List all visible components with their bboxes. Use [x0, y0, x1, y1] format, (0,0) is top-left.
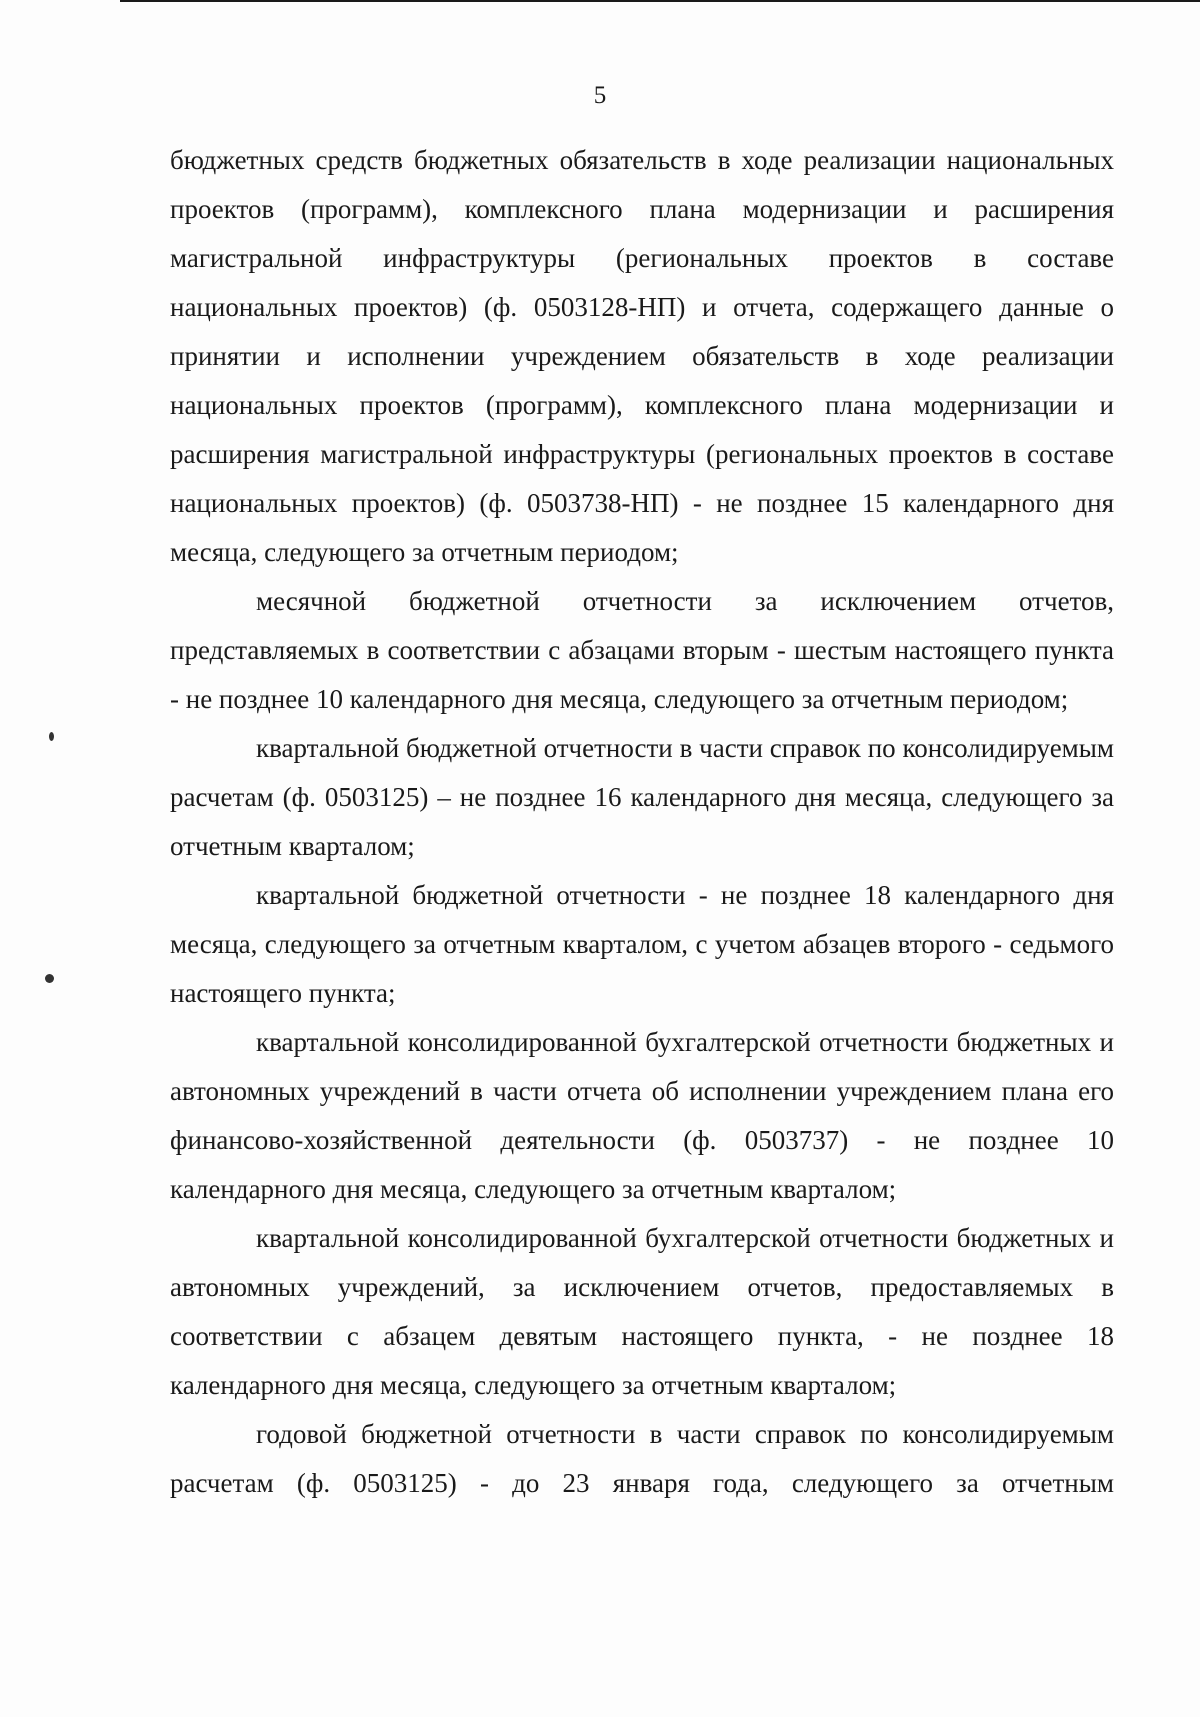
document-body	[170, 136, 1114, 1508]
paragraph-quarterly-consolidated-calculations: квартальной бюджетной отчетности в части справок по консолидируемым расчетам (ф. 0503125) – не позднее 16 календарного дня месяца, следующего за отчетным кварталом;	[170, 733, 1114, 861]
paragraph-annual-consolidated-calculations: годовой бюджетной отчетности в части справок по консолидируемым расчетам (ф. 0503125) - до 23 января года, следующего за отчетным	[170, 1419, 1114, 1498]
scan-speck	[45, 974, 54, 983]
page-number: 5	[593, 82, 607, 109]
paragraph-quarterly-budget-reporting: квартальной бюджетной отчетности - не позднее 18 календарного дня месяца, следующего за отчетным кварталом, с учетом абзацев второго - седьмого настоящего пункта;	[170, 880, 1114, 1008]
top-border-line	[120, 0, 1200, 2]
paragraph-quarterly-institutions-reporting: квартальной консолидированной бухгалтерской отчетности бюджетных и автономных учреждений, за исключением отчетов, предоставляемых в соответствии с абзацем девятым настоящего пункта, - не позднее 18 календарного дня месяца, следующего за отчетным кварталом;	[170, 1223, 1114, 1400]
scan-speck	[49, 732, 54, 741]
paragraph-continuation: бюджетных средств бюджетных обязательств в ходе реализации национальных проектов (программ), комплексного плана модернизации и расширения магистральной инфраструктуры (региональных проектов в составе национальных проектов) (ф. 0503128-НП) и отчета, содержащего данные о принятии и исполнении учреждением обязательств в ходе реализации национальных проектов (программ), комплексного плана модернизации и расширения магистральной инфраструктуры (региональных проектов в составе национальных проектов) (ф. 0503738-НП) - не позднее 15 календарного дня месяца, следующего за отчетным периодом;	[170, 145, 1114, 567]
paragraph-monthly-reporting: месячной бюджетной отчетности за исключением отчетов, представляемых в соответствии с абзацами вторым - шестым настоящего пункта - не позднее 10 календарного дня месяца, следующего за отчетным периодом;	[170, 586, 1114, 714]
paragraph-quarterly-institutions-plan-report: квартальной консолидированной бухгалтерской отчетности бюджетных и автономных учреждений в части отчета об исполнении учреждением плана его финансово-хозяйственной деятельности (ф. 0503737) - не позднее 10 календарного дня месяца, следующего за отчетным кварталом;	[170, 1027, 1114, 1204]
